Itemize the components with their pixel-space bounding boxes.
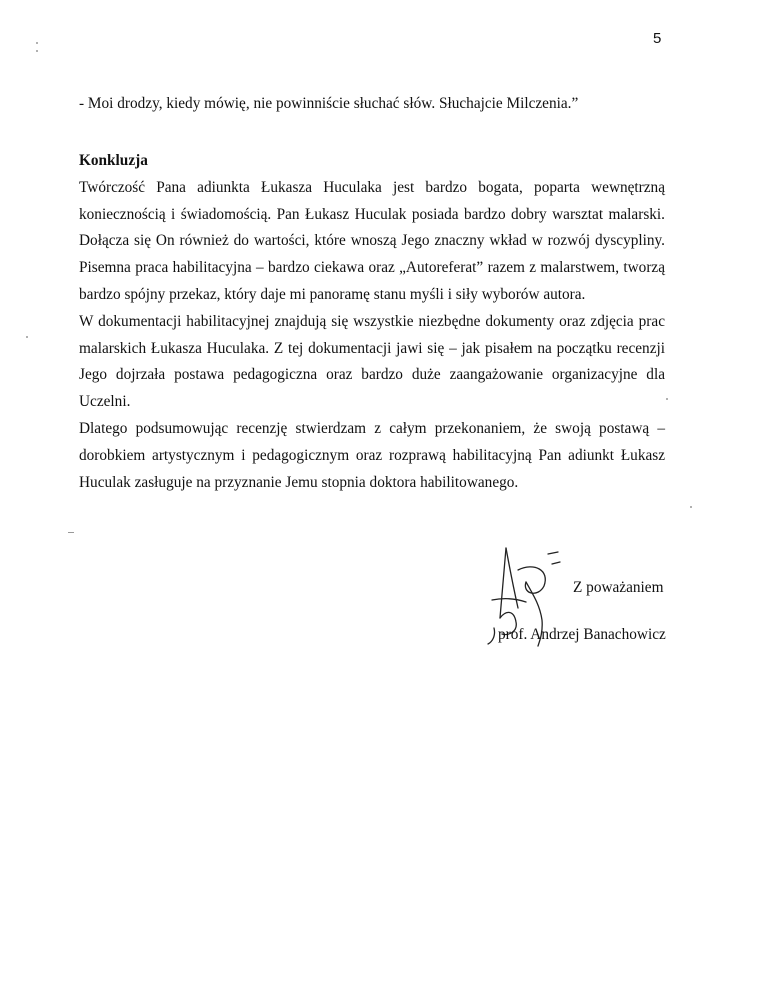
author-name: prof. Andrzej Banachowicz — [498, 626, 666, 643]
conclusion-section — [79, 148, 665, 496]
closing-salutation: Z poważaniem — [573, 579, 664, 596]
paragraph-1: Twórczość Pana adiunkta Łukasza Huculaka jest bardzo bogata, poparta wewnętrzną koniecznością i świadomością. Pan Łukasz Huculak posiada bardzo dobry warsztat malarski. Dołącza się On również do wartości, które wnoszą Jego znaczny wkład w rozwój dyscypliny. Pisemna praca habilitacyjna – bardzo ciekawa oraz „Autoreferat” razem z malarstwem, tworzą bardzo spójny przekaz, który daje mi panoramę stanu myśli i siły wyborów autora. — [79, 178, 665, 303]
scan-speck — [36, 42, 38, 44]
paragraph-2: W dokumentacji habilitacyjnej znajdują się wszystkie niezbędne dokumenty oraz zdjęcia prac malarskich Łukasza Huculaka. Z tej dokumentacji jawi się – jak pisałem na początku recenzji Jego dojrzała postawa pedagogiczna oraz bardzo duże zaangażowanie organizacyjne dla Uczelni. — [79, 312, 665, 411]
page-number: 5 — [653, 30, 662, 47]
section-heading: Konkluzja — [79, 152, 148, 169]
scan-speck — [36, 50, 38, 52]
quote-text: - Moi drodzy, kiedy mówię, nie powinniście słuchać słów. Słuchajcie Milczenia.” — [79, 95, 579, 112]
scan-speck — [68, 532, 74, 533]
scan-speck — [666, 398, 668, 400]
paragraph-3: Dlatego podsumowując recenzję stwierdzam z całym przekonaniem, że swoją postawą – dorobkiem artystycznym i pedagogicznym oraz rozprawą habilitacyjną Pan adiunkt Łukasz Huculak zasługuje na przyznanie Jemu stopnia doktora habilitowanego. — [79, 419, 665, 491]
scan-speck — [26, 336, 28, 338]
scan-speck — [690, 506, 692, 508]
